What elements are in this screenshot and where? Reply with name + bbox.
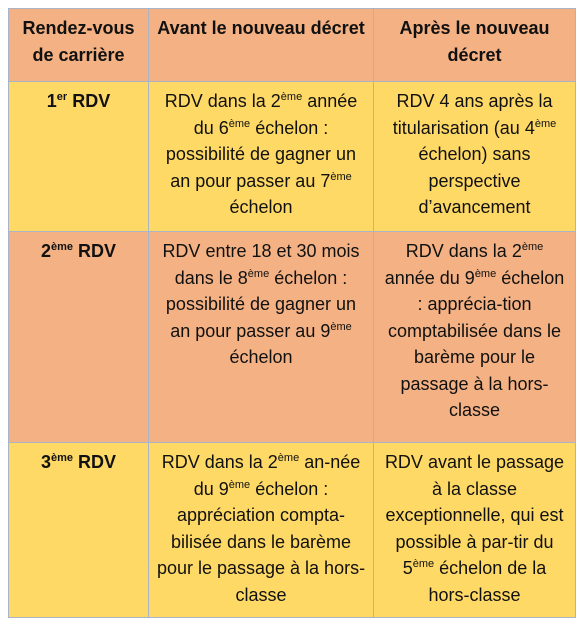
- apres-cell-3: [374, 443, 576, 618]
- cell-text: année du 9: [384, 267, 475, 288]
- table-row: [9, 232, 576, 443]
- header-avant: Avant le nouveau décret: [149, 9, 374, 82]
- superscript: ème: [330, 170, 352, 183]
- cell-text: échelon : possibilité de gagner un an pour passer au 9: [165, 267, 357, 341]
- cell-text: an-née du 9: [193, 452, 361, 499]
- table-row: [9, 82, 576, 232]
- cell-text: échelon : possibilité de gagner un an pour passer au 7: [165, 117, 357, 191]
- header-row: [9, 9, 576, 82]
- cell-text: RDV avant le passage à la classe exceptionnelle, qui est possible à par-tir du 5: [384, 452, 565, 578]
- superscript: ème: [228, 478, 251, 491]
- avant-cell-3: [149, 443, 374, 618]
- cell-text: RDV dans la 2: [405, 241, 522, 261]
- cell-text: RDV 4 ans après la titularisation (au 4: [392, 91, 553, 138]
- header-rendez-vous: Rendez-vous de carrière: [9, 9, 149, 82]
- superscript: ème: [412, 558, 435, 570]
- superscript: ème: [228, 117, 251, 130]
- apres-cell-1: [374, 82, 576, 232]
- cell-text: échelon) sans perspective d’avancement: [418, 144, 531, 217]
- cell-text: échelon: [229, 347, 293, 367]
- cell-text: RDV entre 18 et 30 mois dans le 8: [162, 241, 360, 288]
- superscript: ème: [534, 117, 557, 130]
- superscript: ème: [280, 91, 303, 103]
- cell-text: RDV dans la 2: [164, 91, 281, 111]
- table-row: [9, 443, 576, 618]
- rdv-label-2: 2ème RDV: [9, 232, 149, 443]
- apres-cell-2: [374, 232, 576, 443]
- career-meetings-table: [8, 8, 576, 618]
- rdv-label-3: 3ème RDV: [9, 443, 149, 618]
- header-apres: Après le nouveau décret: [374, 9, 576, 82]
- superscript: ème: [247, 267, 270, 280]
- cell-text: RDV dans la 2: [161, 452, 278, 472]
- superscript: ème: [521, 241, 544, 253]
- rdv-label-1: 1er RDV: [9, 82, 149, 232]
- cell-text: échelon: [229, 197, 293, 217]
- superscript: ème: [474, 267, 497, 280]
- cell-text: échelon : apprécia-tion comptabilisée dans le barème pour le passage à la hors-classe: [387, 267, 565, 420]
- cell-text: échelon de la hors-classe: [428, 558, 547, 605]
- avant-cell-2: [149, 232, 374, 443]
- cell-text: année du 6: [193, 91, 358, 138]
- cell-text: échelon : appréciation compta-bilisée dans le barème pour le passage à la hors-classe: [156, 478, 366, 605]
- avant-cell-1: [149, 82, 374, 232]
- superscript: ème: [330, 320, 352, 333]
- superscript: ème: [277, 452, 300, 464]
